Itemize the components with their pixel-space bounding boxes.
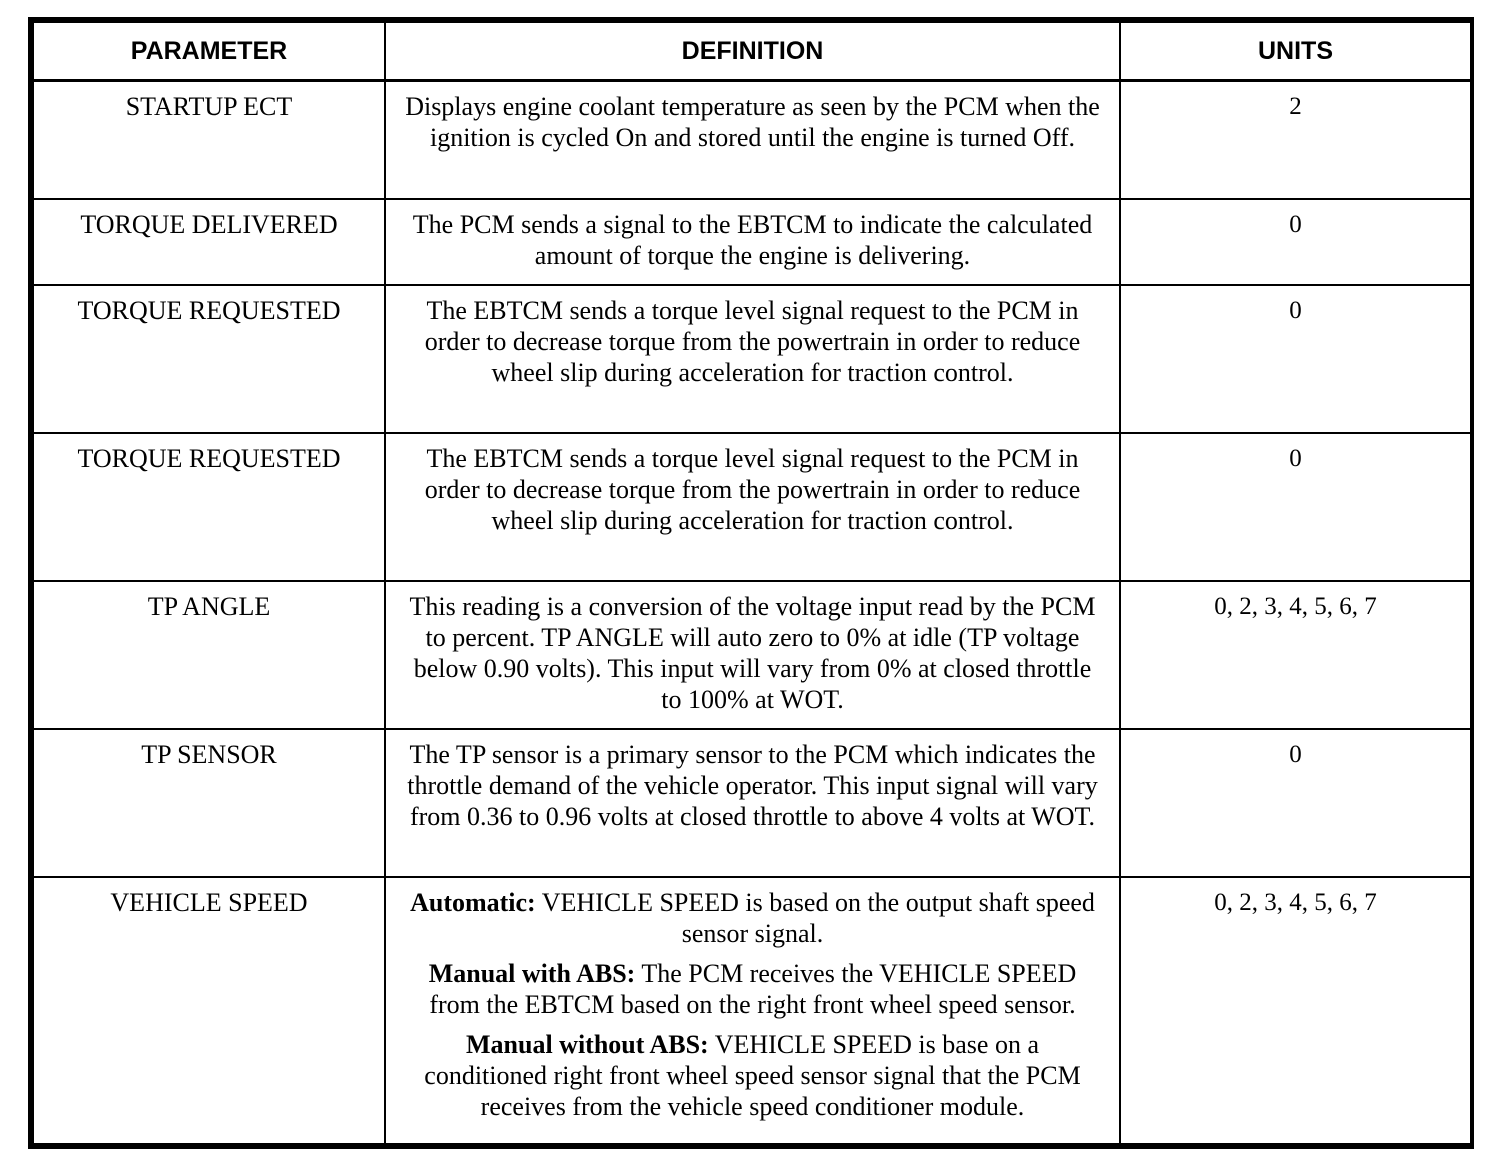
definition-paragraph: [404, 1029, 1101, 1122]
header-units: UNITS: [1120, 22, 1471, 81]
units-cell: 0, 2, 3, 4, 5, 6, 7: [1120, 581, 1471, 729]
table-row: [33, 433, 1471, 581]
parameter-cell: STARTUP ECT: [33, 81, 385, 200]
definition-cell: [385, 877, 1120, 1144]
table-row: [33, 285, 1471, 433]
table-row: [33, 877, 1471, 1144]
definition-paragraph: [404, 591, 1101, 715]
definition-lead: Manual without ABS:: [465, 1030, 709, 1059]
definition-text: VEHICLE SPEED is base on a conditioned right front wheel speed sensor signal that the PCM receives from the vehicle speed conditioner module.: [424, 1030, 1081, 1121]
header-definition: DEFINITION: [385, 22, 1120, 81]
definition-text: The TP sensor is a primary sensor to the PCM which indicates the throttle demand of the vehicle operator. This input signal will vary from 0.36 to 0.96 volts at closed throttle to above 4 volts at WOT.: [407, 740, 1098, 831]
definition-lead: Automatic:: [410, 888, 536, 917]
table-row: [33, 81, 1471, 200]
parameter-cell: TORQUE REQUESTED: [33, 433, 385, 581]
definition-paragraph: [404, 295, 1101, 388]
definition-cell: [385, 199, 1120, 285]
definition-text: The PCM receives the VEHICLE SPEED from the EBTCM based on the right front wheel speed sensor.: [429, 959, 1077, 1019]
definition-text: This reading is a conversion of the voltage input read by the PCM to percent. TP ANGLE will auto zero to 0% at idle (TP voltage below 0.90 volts). This input will vary from 0% at closed throttle to 100% at WOT.: [409, 592, 1096, 714]
parameter-table-frame: [28, 17, 1474, 1149]
definition-cell: [385, 581, 1120, 729]
units-cell: 0, 2, 3, 4, 5, 6, 7: [1120, 877, 1471, 1144]
parameter-cell: VEHICLE SPEED: [33, 877, 385, 1144]
parameter-cell: TORQUE DELIVERED: [33, 199, 385, 285]
table-row: [33, 581, 1471, 729]
units-cell: 0: [1120, 433, 1471, 581]
definition-cell: [385, 729, 1120, 877]
definition-text: The PCM sends a signal to the EBTCM to indicate the calculated amount of torque the engine is delivering.: [412, 210, 1093, 270]
units-cell: 0: [1120, 285, 1471, 433]
definition-cell: [385, 285, 1120, 433]
parameter-cell: TP ANGLE: [33, 581, 385, 729]
parameter-cell: TP SENSOR: [33, 729, 385, 877]
definition-paragraph: [404, 209, 1101, 271]
table-row: [33, 729, 1471, 877]
definition-text: The EBTCM sends a torque level signal request to the PCM in order to decrease torque from the powertrain in order to reduce wheel slip during acceleration for traction control.: [424, 444, 1081, 535]
definition-text: The EBTCM sends a torque level signal request to the PCM in order to decrease torque from the powertrain in order to reduce wheel slip during acceleration for traction control.: [424, 296, 1081, 387]
definition-cell: [385, 433, 1120, 581]
definition-paragraph: [404, 958, 1101, 1020]
parameter-table: [32, 21, 1472, 1145]
definition-text: Displays engine coolant temperature as seen by the PCM when the ignition is cycled On and stored until the engine is turned Off.: [405, 92, 1100, 152]
parameter-cell: TORQUE REQUESTED: [33, 285, 385, 433]
definition-cell: [385, 81, 1120, 200]
definition-paragraph: [404, 739, 1101, 832]
definition-lead: Manual with ABS:: [428, 959, 636, 988]
units-cell: 2: [1120, 81, 1471, 200]
definition-text: VEHICLE SPEED is based on the output shaft speed sensor signal.: [535, 888, 1095, 948]
units-cell: 0: [1120, 199, 1471, 285]
header-row: [33, 22, 1471, 81]
definition-paragraph: [404, 91, 1101, 153]
definition-paragraph: [404, 887, 1101, 949]
table-row: [33, 199, 1471, 285]
header-parameter: PARAMETER: [33, 22, 385, 81]
definition-paragraph: [404, 443, 1101, 536]
units-cell: 0: [1120, 729, 1471, 877]
